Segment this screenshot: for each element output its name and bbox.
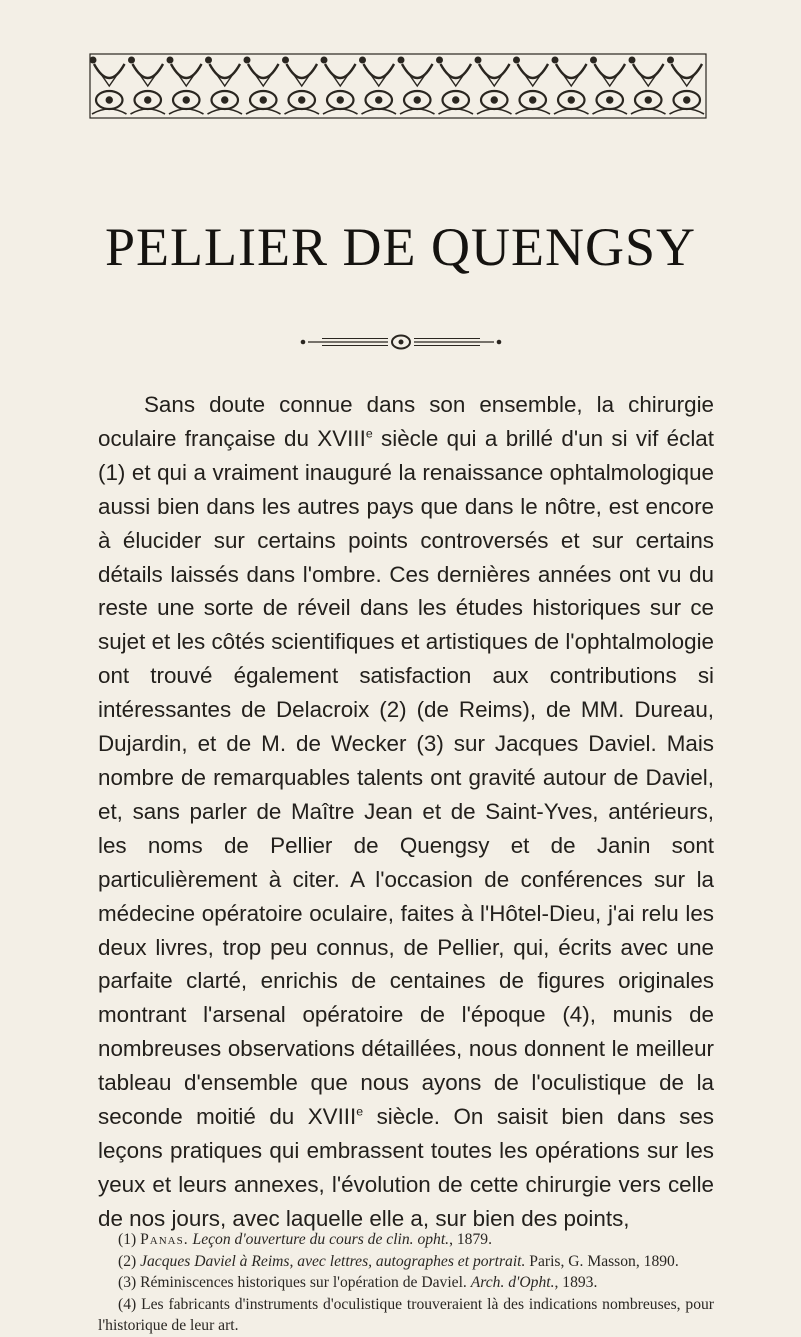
ornament-motif — [672, 64, 703, 86]
ornament-motif — [248, 64, 279, 86]
ornament-motif — [129, 57, 135, 63]
ornament-motif — [246, 109, 281, 114]
ornament-motif — [684, 97, 690, 103]
ornament-motif — [670, 109, 705, 114]
ornament-motif — [629, 57, 635, 63]
ornament-motif — [167, 57, 173, 63]
ornament-motif — [477, 109, 512, 114]
ornament-motif — [260, 97, 266, 103]
ornament-motif — [645, 97, 651, 103]
footnote-3: (3) Réminiscences historiques sur l'opération de Daviel. Arch. d'Opht., 1893. — [118, 1274, 598, 1292]
ornament-motif — [491, 97, 497, 103]
footnote-2: (2) Jacques Daviel à Reims, avec lettres, autographes et portrait. Paris, G. Masson, 1890. — [118, 1252, 679, 1270]
ornament-motif — [287, 64, 318, 86]
ornament-motif — [321, 57, 327, 63]
ornament-motif — [299, 97, 305, 103]
ornament-motif — [633, 64, 664, 86]
ornament-motif — [568, 97, 574, 103]
ornament-motif — [106, 97, 112, 103]
ornament-motif — [337, 97, 343, 103]
ornament-motif — [92, 109, 127, 114]
ornament-motif — [530, 97, 536, 103]
ornament-motif — [516, 109, 551, 114]
ornament-motif — [360, 57, 366, 63]
ornament-motif — [453, 97, 459, 103]
ornament-motif — [479, 64, 510, 86]
decorative-head-band — [88, 52, 708, 120]
ornament-motif — [171, 64, 202, 86]
ornament-motif — [364, 64, 395, 86]
ornament-motif — [285, 109, 320, 114]
ornament-motif — [208, 109, 243, 114]
ornament-motif — [376, 97, 382, 103]
ornament-motif — [439, 109, 474, 114]
ornament-motif — [593, 109, 628, 114]
ornament-motif — [183, 97, 189, 103]
ornament-motif — [631, 109, 666, 114]
title-divider — [300, 334, 502, 350]
ornament-motif — [210, 64, 241, 86]
ornament-motif — [518, 64, 549, 86]
ornament-motif — [402, 64, 433, 86]
footnote-4: (4) Les fabricants d'instruments d'oculistique trouveraient là des indications nombreuses, pour l'historique de leur art. — [98, 1295, 714, 1335]
ornament-motif — [595, 64, 626, 86]
main-text — [98, 388, 714, 1236]
ornament-motif — [668, 57, 674, 63]
ornament-motif — [437, 57, 443, 63]
ornament-motif — [514, 57, 520, 63]
ornament-motif — [133, 64, 164, 86]
ornament-motif — [145, 97, 151, 103]
page-title: PELLIER DE QUENGSY — [105, 217, 696, 277]
ornament-motif — [398, 57, 404, 63]
ornament-motif — [283, 57, 289, 63]
ornament-motif — [206, 57, 212, 63]
ornament-motif — [90, 57, 96, 63]
ornament-motif — [244, 57, 250, 63]
ornament-motif — [325, 64, 356, 86]
ornament-motif — [323, 109, 358, 114]
ornament-motif — [441, 64, 472, 86]
ornament-motif — [222, 97, 228, 103]
ornament-motif — [591, 57, 597, 63]
ornament-motif — [556, 64, 587, 86]
ornament-motif — [475, 57, 481, 63]
footnote-1: (1) Panas. Leçon d'ouverture du cours de clin. opht., 1879. — [118, 1231, 492, 1248]
ornament-motif — [552, 57, 558, 63]
ornament-motif — [607, 97, 613, 103]
ornament-motif — [94, 64, 125, 86]
ornament-motif — [400, 109, 435, 114]
ornament-motif — [131, 109, 166, 114]
ornament-motif — [169, 109, 204, 114]
ornament-motif — [554, 109, 589, 114]
ornament-motif — [362, 109, 397, 114]
ornament-motif — [414, 97, 420, 103]
paragraph: Sans doute connue dans son ensemble, la chirurgie oculaire française du XVIIIe siècle qui a brillé d'un si vif éclat (1) et qui a vraiment inauguré la renaissance ophtalmologique aussi bien dans les autres pays que dans le nôtre, est encore à élucider sur certains points controversés et sur certains détails laissés dans l'ombre. Ces dernières années ont vu du reste une sorte de réveil dans les études historiques sur ce sujet et les côtés scientifiques et artistiques de l'ophtalmologie ont trouvé également satisfaction aux contributions si intéressantes de Delacroix (2) (de Reims), de MM. Dureau, Dujardin, et de M. de Wecker (3) sur Jacques Daviel. Mais nombre de remarquables talents ont gravité autour de Daviel, et, sans parler de Maître Jean et de Saint-Yves, antérieurs, les noms de Pellier de Quengsy et de Janin sont particulièrement à citer. A l'occasion de conférences sur la médecine opératoire oculaire, faites à l'Hôtel-Dieu, j'ai relu les deux livres, trop peu connus, de Pellier, qui, écrits avec une parfaite clarté, enrichis de centaines de figures originales montrant l'arsenal opératoire de l'époque (4), munis de nombreuses observations détaillées, nous donnent le meilleur tableau d'ensemble que nous ayons de l'oculistique de la seconde moitié du XVIIIe siècle. On saisit bien dans ses leçons pratiques qui embrassent toutes les opérations sur les yeux et leurs annexes, l'évolution de cette chirurgie vers celle de nos jours, avec laquelle elle a, sur bien des points, — [98, 392, 714, 1231]
